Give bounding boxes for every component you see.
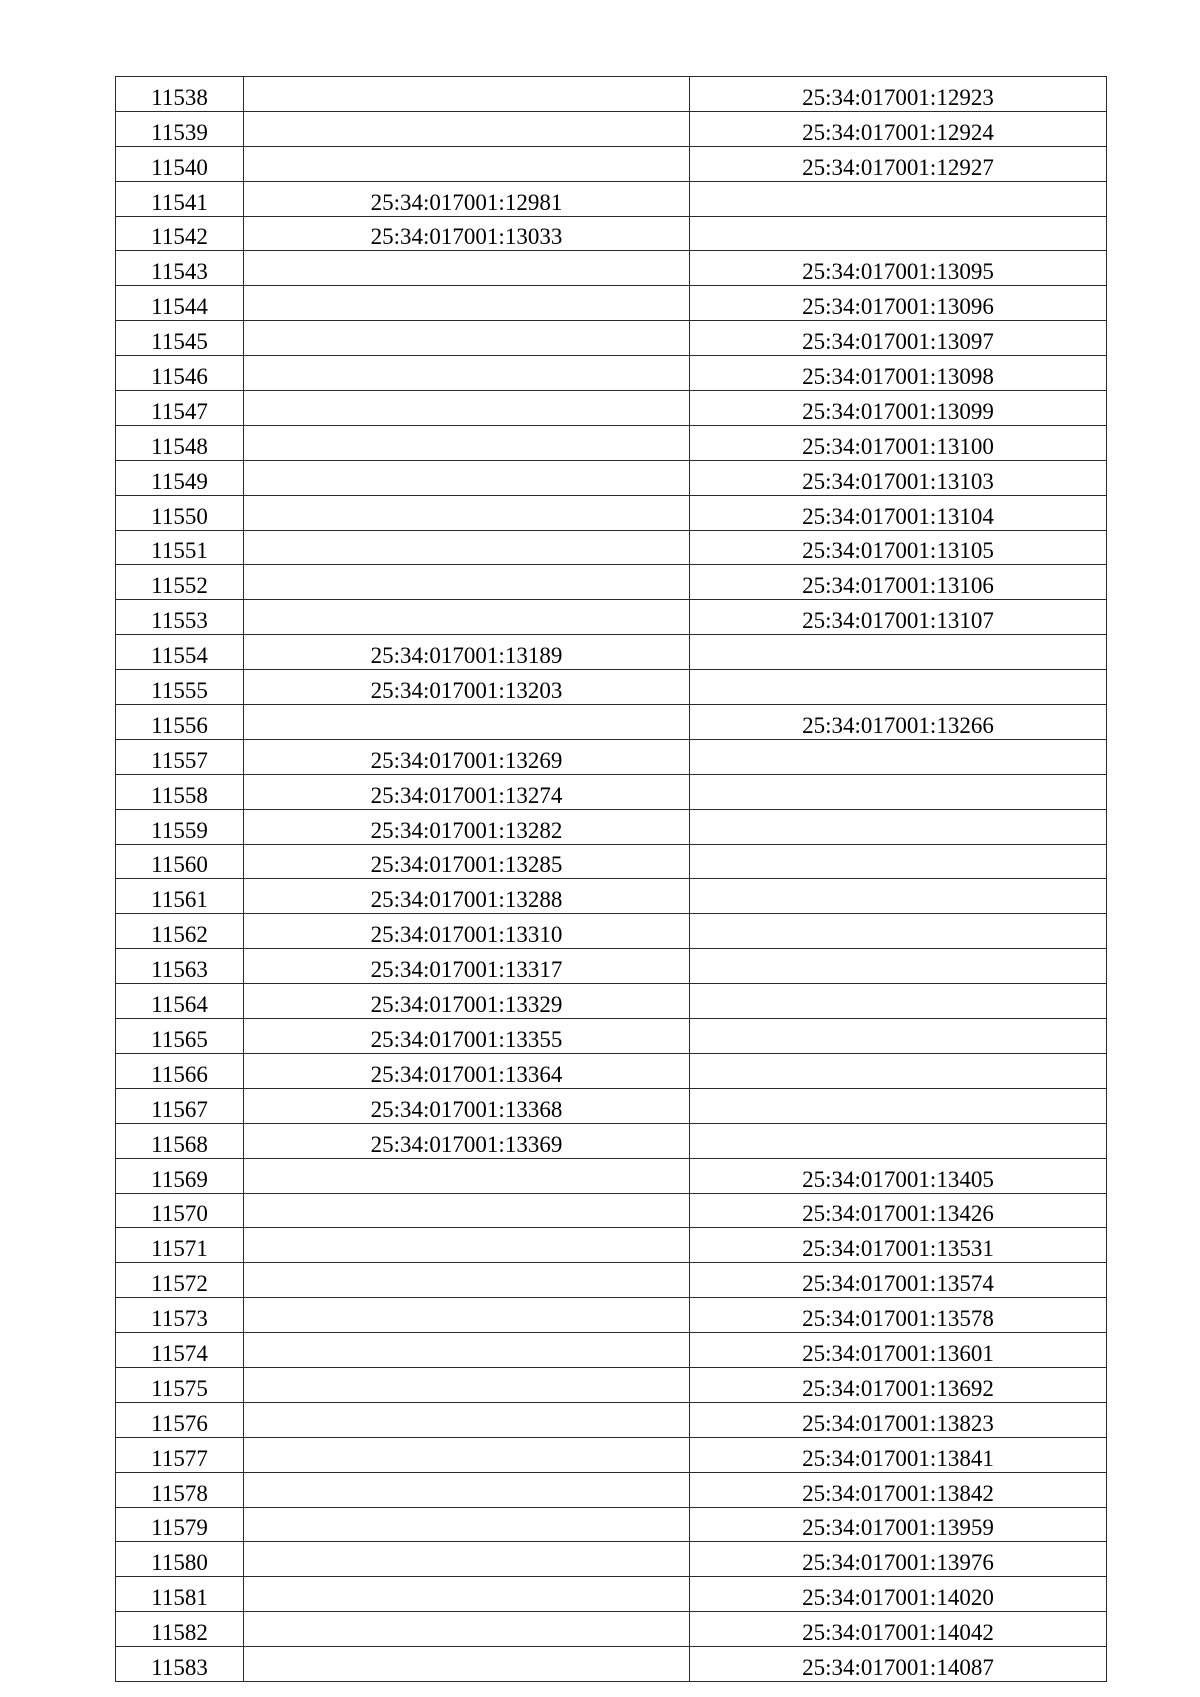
cadastral-number-cell-right xyxy=(690,984,1107,1019)
cadastral-number-cell-right xyxy=(690,460,1107,495)
cadastral-number-cell-left xyxy=(244,1472,690,1507)
row-number-cell-text: 11575 xyxy=(151,1375,208,1401)
row-number-cell-text: 11558 xyxy=(151,782,208,808)
row-number-cell-text: 11550 xyxy=(151,503,208,529)
table-row xyxy=(116,1542,1107,1577)
table-row xyxy=(116,1158,1107,1193)
cadastral-number-cell-left xyxy=(244,949,690,984)
cadastral-number-cell-left xyxy=(244,460,690,495)
cadastral-number-cell-right xyxy=(690,1123,1107,1158)
cadastral-number-cell-right-text: 25:34:017001:13959 xyxy=(802,1515,994,1541)
row-number-cell-text: 11581 xyxy=(151,1585,208,1611)
row-number-cell xyxy=(116,425,244,460)
cadastral-number-cell-right-text: 25:34:017001:13842 xyxy=(802,1480,994,1506)
cadastral-number-cell-right xyxy=(690,670,1107,705)
cadastral-number-cell-right xyxy=(690,321,1107,356)
table-row xyxy=(116,949,1107,984)
table-row xyxy=(116,1228,1107,1263)
row-number-cell xyxy=(116,1367,244,1402)
table-row xyxy=(116,1088,1107,1123)
cadastral-number-cell-left-text: 25:34:017001:13033 xyxy=(370,224,563,250)
table-row xyxy=(116,739,1107,774)
row-number-cell-text: 11571 xyxy=(151,1236,208,1262)
table-row xyxy=(116,216,1107,251)
cadastral-number-cell-left xyxy=(244,1612,690,1647)
row-number-cell-text: 11543 xyxy=(151,259,208,285)
cadastral-number-cell-right xyxy=(690,286,1107,321)
cadastral-number-cell-right xyxy=(690,705,1107,740)
row-number-cell-text: 11552 xyxy=(151,573,208,599)
cadastral-number-cell-left xyxy=(244,600,690,635)
cadastral-number-cell-right xyxy=(690,774,1107,809)
cadastral-number-cell-right xyxy=(690,1158,1107,1193)
row-number-cell-text: 11582 xyxy=(151,1620,208,1646)
cadastral-number-cell-left xyxy=(244,1507,690,1542)
cadastral-number-cell-right-text: 25:34:017001:13823 xyxy=(802,1410,994,1436)
table-row xyxy=(116,565,1107,600)
cadastral-number-cell-left xyxy=(244,1263,690,1298)
table-row xyxy=(116,356,1107,391)
row-number-cell-text: 11573 xyxy=(151,1306,208,1332)
cadastral-number-cell-left xyxy=(244,774,690,809)
row-number-cell xyxy=(116,1088,244,1123)
table-row xyxy=(116,600,1107,635)
row-number-cell-text: 11540 xyxy=(151,154,208,180)
table-row xyxy=(116,77,1107,112)
cadastral-number-cell-right xyxy=(690,1193,1107,1228)
row-number-cell xyxy=(116,216,244,251)
row-number-cell xyxy=(116,146,244,181)
row-number-cell xyxy=(116,1437,244,1472)
row-number-cell xyxy=(116,809,244,844)
cadastral-number-cell-left xyxy=(244,1123,690,1158)
cadastral-number-cell-left-text: 25:34:017001:13368 xyxy=(370,1096,563,1122)
row-number-cell-text: 11549 xyxy=(151,468,208,494)
row-number-cell xyxy=(116,495,244,530)
row-number-cell-text: 11545 xyxy=(151,329,208,355)
table-row xyxy=(116,1019,1107,1054)
row-number-cell-text: 11566 xyxy=(151,1061,208,1087)
cadastral-number-cell-right-text: 25:34:017001:13578 xyxy=(802,1306,994,1332)
cadastral-number-cell-left xyxy=(244,1542,690,1577)
row-number-cell xyxy=(116,879,244,914)
cadastral-number-cell-left xyxy=(244,670,690,705)
row-number-cell-text: 11548 xyxy=(151,433,208,459)
row-number-cell-text: 11561 xyxy=(151,887,208,913)
row-number-cell-text: 11569 xyxy=(151,1166,208,1192)
row-number-cell xyxy=(116,1577,244,1612)
row-number-cell xyxy=(116,565,244,600)
row-number-cell-text: 11574 xyxy=(151,1340,208,1366)
table-row xyxy=(116,844,1107,879)
row-number-cell-text: 11572 xyxy=(151,1271,208,1297)
cadastral-number-cell-right xyxy=(690,111,1107,146)
table-row xyxy=(116,111,1107,146)
table-row xyxy=(116,670,1107,705)
row-number-cell xyxy=(116,286,244,321)
cadastral-number-cell-right-text: 25:34:017001:14042 xyxy=(802,1620,994,1646)
cadastral-number-cell-left xyxy=(244,495,690,530)
cadastral-number-cell-right xyxy=(690,600,1107,635)
cadastral-number-cell-right xyxy=(690,1088,1107,1123)
cadastral-number-cell-right xyxy=(690,1228,1107,1263)
cadastral-number-cell-left xyxy=(244,146,690,181)
row-number-cell xyxy=(116,460,244,495)
row-number-cell xyxy=(116,1507,244,1542)
cadastral-number-cell-left xyxy=(244,286,690,321)
cadastral-number-cell-left xyxy=(244,1367,690,1402)
cadastral-number-cell-right xyxy=(690,1647,1107,1682)
cadastral-number-cell-right xyxy=(690,1577,1107,1612)
cadastral-number-cell-left xyxy=(244,356,690,391)
cadastral-number-cell-right-text: 25:34:017001:13266 xyxy=(802,712,994,738)
cadastral-number-cell-right-text: 25:34:017001:13601 xyxy=(802,1340,994,1366)
cadastral-number-cell-left xyxy=(244,844,690,879)
row-number-cell-text: 11576 xyxy=(151,1410,208,1436)
cadastral-number-cell-left xyxy=(244,530,690,565)
cadastral-number-cell-left xyxy=(244,1088,690,1123)
table-row xyxy=(116,1612,1107,1647)
cadastral-number-cell-left xyxy=(244,1298,690,1333)
cadastral-number-cell-right-text: 25:34:017001:13692 xyxy=(802,1375,994,1401)
table-row xyxy=(116,495,1107,530)
table-row xyxy=(116,1577,1107,1612)
table-row xyxy=(116,879,1107,914)
cadastral-number-cell-left xyxy=(244,1019,690,1054)
table-row xyxy=(116,914,1107,949)
row-number-cell xyxy=(116,391,244,426)
table-row xyxy=(116,1333,1107,1368)
cadastral-number-cell-right xyxy=(690,1263,1107,1298)
table-row xyxy=(116,1263,1107,1298)
cadastral-number-cell-right xyxy=(690,1053,1107,1088)
row-number-cell xyxy=(116,1542,244,1577)
cadastral-number-cell-right-text: 25:34:017001:12927 xyxy=(802,154,994,180)
cadastral-number-cell-left-text: 25:34:017001:13329 xyxy=(370,992,563,1018)
row-number-cell-text: 11560 xyxy=(151,852,208,878)
cadastral-number-cell-left-text: 25:34:017001:13310 xyxy=(370,922,563,948)
cadastral-number-cell-left xyxy=(244,635,690,670)
row-number-cell-text: 11547 xyxy=(151,398,208,424)
cadastral-number-cell-right xyxy=(690,356,1107,391)
row-number-cell xyxy=(116,111,244,146)
cadastral-number-cell-left-text: 25:34:017001:13285 xyxy=(370,852,563,878)
table-row xyxy=(116,460,1107,495)
table-row xyxy=(116,984,1107,1019)
table-row xyxy=(116,1472,1107,1507)
cadastral-number-cell-right xyxy=(690,251,1107,286)
cadastral-number-cell-right-text: 25:34:017001:12924 xyxy=(802,119,994,145)
cadastral-number-cell-left xyxy=(244,425,690,460)
cadastral-number-cell-right-text: 25:34:017001:13107 xyxy=(802,608,994,634)
row-number-cell xyxy=(116,356,244,391)
row-number-cell xyxy=(116,670,244,705)
row-number-cell-text: 11538 xyxy=(151,84,208,110)
cadastral-number-cell-left xyxy=(244,1053,690,1088)
row-number-cell-text: 11541 xyxy=(151,189,208,215)
row-number-cell xyxy=(116,705,244,740)
cadastral-number-cell-left xyxy=(244,1228,690,1263)
cadastral-number-cell-right-text: 25:34:017001:13574 xyxy=(802,1271,994,1297)
cadastral-number-cell-left xyxy=(244,1577,690,1612)
row-number-cell xyxy=(116,1158,244,1193)
cadastral-number-cell-right-text: 25:34:017001:13531 xyxy=(802,1236,994,1262)
cadastral-number-cell-right-text: 25:34:017001:13099 xyxy=(802,398,994,424)
cadastral-number-cell-right xyxy=(690,949,1107,984)
row-number-cell xyxy=(116,949,244,984)
cadastral-number-cell-left-text: 25:34:017001:13317 xyxy=(370,957,563,983)
cadastral-number-cell-left-text: 25:34:017001:13274 xyxy=(370,782,563,808)
row-number-cell xyxy=(116,1472,244,1507)
row-number-cell xyxy=(116,1298,244,1333)
table-row xyxy=(116,809,1107,844)
cadastral-number-cell-right-text: 25:34:017001:14020 xyxy=(802,1585,994,1611)
cadastral-number-cell-right-text: 25:34:017001:13405 xyxy=(802,1166,994,1192)
table-row xyxy=(116,1193,1107,1228)
table-row xyxy=(116,1053,1107,1088)
row-number-cell-text: 11544 xyxy=(151,294,208,320)
row-number-cell-text: 11562 xyxy=(151,922,208,948)
row-number-cell-text: 11568 xyxy=(151,1131,208,1157)
row-number-cell xyxy=(116,1333,244,1368)
cadastral-number-cell-right-text: 25:34:017001:14087 xyxy=(802,1654,994,1680)
cadastral-number-cell-right xyxy=(690,809,1107,844)
cadastral-number-cell-left xyxy=(244,1158,690,1193)
cadastral-number-cell-left xyxy=(244,1647,690,1682)
table-row xyxy=(116,635,1107,670)
row-number-cell-text: 11580 xyxy=(151,1550,208,1576)
cadastral-number-cell-left-text: 25:34:017001:13282 xyxy=(370,817,563,843)
row-number-cell-text: 11564 xyxy=(151,992,208,1018)
cadastral-number-cell-right xyxy=(690,1507,1107,1542)
row-number-cell-text: 11553 xyxy=(151,608,208,634)
row-number-cell xyxy=(116,739,244,774)
row-number-cell-text: 11559 xyxy=(151,817,208,843)
table-row xyxy=(116,705,1107,740)
cadastral-number-cell-right xyxy=(690,146,1107,181)
table-row xyxy=(116,530,1107,565)
row-number-cell xyxy=(116,984,244,1019)
cadastral-number-cell-right xyxy=(690,1367,1107,1402)
cadastral-number-cell-right xyxy=(690,565,1107,600)
row-number-cell xyxy=(116,600,244,635)
cadastral-number-cell-left xyxy=(244,181,690,216)
row-number-cell xyxy=(116,1402,244,1437)
cadastral-number-cell-right xyxy=(690,1437,1107,1472)
cadastral-number-cell-left xyxy=(244,809,690,844)
cadastral-number-cell-right xyxy=(690,530,1107,565)
table-row xyxy=(116,1507,1107,1542)
cadastral-number-cell-right xyxy=(690,914,1107,949)
cadastral-number-cell-left-text: 25:34:017001:13203 xyxy=(370,678,563,704)
row-number-cell xyxy=(116,844,244,879)
cadastral-number-cell-right-text: 25:34:017001:13095 xyxy=(802,259,994,285)
table-row xyxy=(116,425,1107,460)
cadastral-number-cell-right-text: 25:34:017001:13426 xyxy=(802,1201,994,1227)
cadastral-number-cell-right xyxy=(690,1542,1107,1577)
table-row xyxy=(116,146,1107,181)
cadastral-number-cell-right-text: 25:34:017001:13976 xyxy=(802,1550,994,1576)
cadastral-number-cell-right xyxy=(690,879,1107,914)
cadastral-number-cell-right xyxy=(690,77,1107,112)
table-row xyxy=(116,1647,1107,1682)
row-number-cell xyxy=(116,1612,244,1647)
cadastral-number-cell-left-text: 25:34:017001:13369 xyxy=(370,1131,563,1157)
cadastral-number-cell-right xyxy=(690,391,1107,426)
row-number-cell xyxy=(116,77,244,112)
table-row xyxy=(116,1402,1107,1437)
cadastral-number-cell-right xyxy=(690,1472,1107,1507)
row-number-cell xyxy=(116,251,244,286)
row-number-cell-text: 11555 xyxy=(151,678,208,704)
table-row xyxy=(116,774,1107,809)
cadastral-number-cell-left xyxy=(244,216,690,251)
cadastral-number-cell-left xyxy=(244,914,690,949)
row-number-cell-text: 11557 xyxy=(151,747,208,773)
cadastral-number-cell-right-text: 25:34:017001:13841 xyxy=(802,1445,994,1471)
cadastral-number-cell-left xyxy=(244,984,690,1019)
cadastral-number-table xyxy=(115,76,1107,1682)
row-number-cell-text: 11578 xyxy=(151,1480,208,1506)
row-number-cell xyxy=(116,914,244,949)
row-number-cell-text: 11577 xyxy=(151,1445,208,1471)
table-row xyxy=(116,286,1107,321)
row-number-cell xyxy=(116,774,244,809)
table-body xyxy=(116,77,1107,1682)
cadastral-number-cell-left xyxy=(244,111,690,146)
row-number-cell-text: 11563 xyxy=(151,957,208,983)
row-number-cell-text: 11539 xyxy=(151,119,208,145)
cadastral-number-cell-right-text: 25:34:017001:13103 xyxy=(802,468,994,494)
cadastral-number-cell-right-text: 25:34:017001:13100 xyxy=(802,433,994,459)
row-number-cell xyxy=(116,1053,244,1088)
cadastral-number-cell-left xyxy=(244,1333,690,1368)
row-number-cell xyxy=(116,530,244,565)
cadastral-number-cell-right xyxy=(690,425,1107,460)
row-number-cell xyxy=(116,181,244,216)
row-number-cell-text: 11565 xyxy=(151,1026,208,1052)
cadastral-number-cell-left xyxy=(244,879,690,914)
row-number-cell-text: 11567 xyxy=(151,1096,208,1122)
cadastral-number-cell-right-text: 25:34:017001:12923 xyxy=(802,84,994,110)
table-row xyxy=(116,391,1107,426)
cadastral-number-cell-left xyxy=(244,77,690,112)
cadastral-number-cell-left-text: 25:34:017001:13288 xyxy=(370,887,563,913)
cadastral-number-cell-left-text: 25:34:017001:13269 xyxy=(370,747,563,773)
cadastral-number-cell-left-text: 25:34:017001:12981 xyxy=(370,189,563,215)
cadastral-number-cell-right-text: 25:34:017001:13096 xyxy=(802,294,994,320)
cadastral-number-cell-right-text: 25:34:017001:13104 xyxy=(802,503,994,529)
row-number-cell xyxy=(116,1263,244,1298)
row-number-cell-text: 11551 xyxy=(151,538,208,564)
cadastral-number-cell-right xyxy=(690,1019,1107,1054)
table-row xyxy=(116,251,1107,286)
row-number-cell-text: 11583 xyxy=(151,1654,208,1680)
cadastral-number-cell-left xyxy=(244,739,690,774)
cadastral-number-cell-right xyxy=(690,1612,1107,1647)
cadastral-number-cell-left xyxy=(244,321,690,356)
table-row xyxy=(116,1437,1107,1472)
cadastral-number-cell-left xyxy=(244,1193,690,1228)
row-number-cell xyxy=(116,635,244,670)
cadastral-number-cell-right-text: 25:34:017001:13098 xyxy=(802,364,994,390)
cadastral-number-cell-right-text: 25:34:017001:13105 xyxy=(802,538,994,564)
row-number-cell-text: 11546 xyxy=(151,364,208,390)
cadastral-number-cell-right xyxy=(690,495,1107,530)
cadastral-number-cell-right-text: 25:34:017001:13106 xyxy=(802,573,994,599)
cadastral-number-cell-left xyxy=(244,391,690,426)
row-number-cell-text: 11570 xyxy=(151,1201,208,1227)
cadastral-number-cell-left xyxy=(244,1402,690,1437)
table-row xyxy=(116,321,1107,356)
row-number-cell-text: 11579 xyxy=(151,1515,208,1541)
table-row xyxy=(116,181,1107,216)
cadastral-number-cell-right xyxy=(690,739,1107,774)
row-number-cell xyxy=(116,1647,244,1682)
cadastral-number-cell-left xyxy=(244,251,690,286)
cadastral-number-cell-left xyxy=(244,1437,690,1472)
row-number-cell-text: 11556 xyxy=(151,712,208,738)
cadastral-number-cell-right-text: 25:34:017001:13097 xyxy=(802,329,994,355)
row-number-cell xyxy=(116,1193,244,1228)
cadastral-number-cell-right xyxy=(690,1333,1107,1368)
cadastral-number-cell-right xyxy=(690,635,1107,670)
row-number-cell xyxy=(116,321,244,356)
cadastral-number-cell-right xyxy=(690,181,1107,216)
table-row xyxy=(116,1367,1107,1402)
cadastral-number-cell-right xyxy=(690,1402,1107,1437)
cadastral-number-cell-right xyxy=(690,216,1107,251)
row-number-cell xyxy=(116,1019,244,1054)
table-row xyxy=(116,1298,1107,1333)
row-number-cell xyxy=(116,1123,244,1158)
table-row xyxy=(116,1123,1107,1158)
cadastral-number-cell-right xyxy=(690,1298,1107,1333)
cadastral-number-cell-left-text: 25:34:017001:13364 xyxy=(370,1061,563,1087)
row-number-cell xyxy=(116,1228,244,1263)
cadastral-number-cell-left-text: 25:34:017001:13189 xyxy=(370,643,563,669)
cadastral-number-cell-left xyxy=(244,705,690,740)
row-number-cell-text: 11554 xyxy=(151,643,208,669)
cadastral-number-cell-left xyxy=(244,565,690,600)
cadastral-number-cell-right xyxy=(690,844,1107,879)
cadastral-number-cell-left-text: 25:34:017001:13355 xyxy=(370,1026,563,1052)
row-number-cell-text: 11542 xyxy=(151,224,208,250)
